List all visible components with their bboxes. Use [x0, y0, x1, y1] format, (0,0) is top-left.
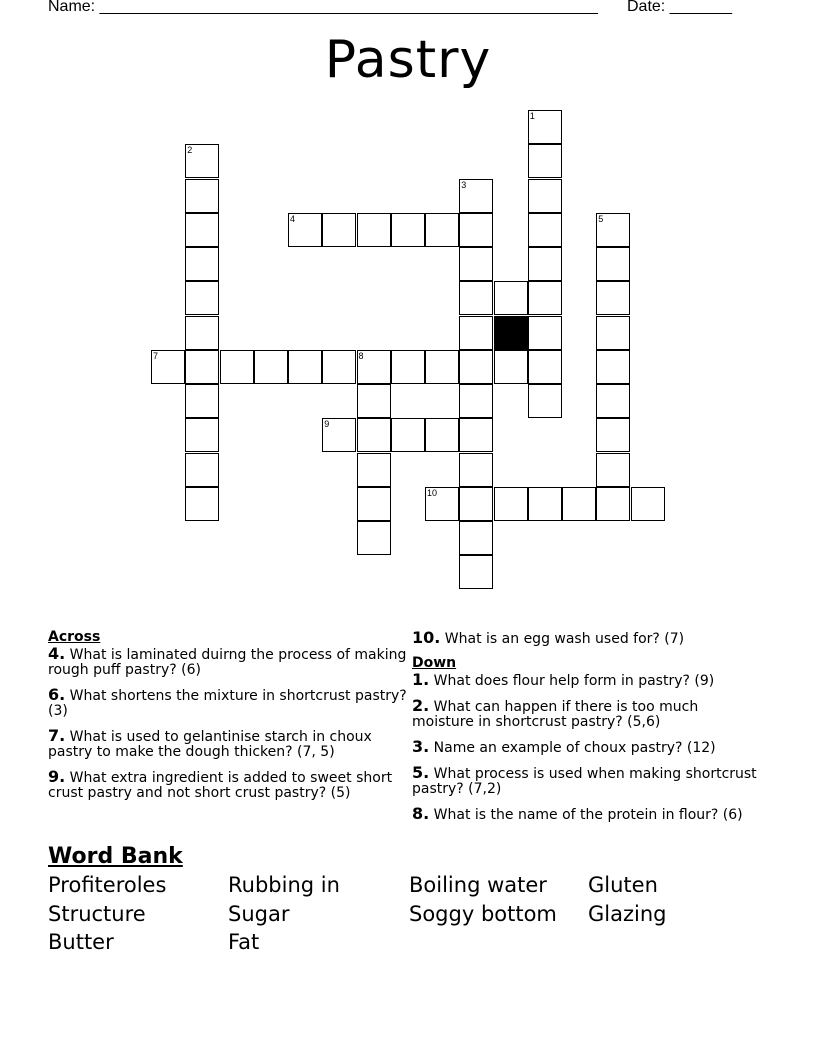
word-bank-title: Word Bank [48, 844, 183, 869]
crossword-cell[interactable] [631, 487, 665, 521]
word-bank-item: Sugar [228, 902, 290, 926]
clue-text: What extra ingredient is added to sweet short crust pastry and not short crust pastry? (5) [48, 770, 393, 801]
clue-text: What is used to gelantinise starch in choux pastry to make the dough thicken? (7, 5) [48, 729, 372, 760]
crossword-cell[interactable] [596, 316, 630, 350]
clue-down-2 [412, 698, 762, 730]
crossword-cell[interactable] [425, 418, 459, 452]
clue-across-9 [48, 769, 408, 801]
clue-across-6 [48, 687, 408, 719]
crossword-cell[interactable] [357, 418, 391, 452]
crossword-cell[interactable] [459, 453, 493, 487]
crossword-cell[interactable] [391, 213, 425, 247]
crossword-cell[interactable] [494, 487, 528, 521]
crossword-cell[interactable] [494, 281, 528, 315]
crossword-cell[interactable] [459, 281, 493, 315]
cell-number: 4 [290, 213, 296, 224]
crossword-cell[interactable] [185, 144, 219, 178]
clue-number: 10. [412, 628, 441, 647]
crossword-cell[interactable] [185, 281, 219, 315]
date-field: Date: _______ [627, 0, 732, 15]
crossword-cell[interactable] [425, 487, 459, 521]
crossword-cell[interactable] [596, 281, 630, 315]
clue-text: What does flour help form in pastry? (9) [429, 673, 715, 689]
crossword-cell[interactable] [185, 316, 219, 350]
crossword-cell[interactable] [528, 487, 562, 521]
crossword-cell[interactable] [459, 179, 493, 213]
clue-text: What process is used when making shortcrust pastry? (7,2) [412, 766, 757, 797]
crossword-cell[interactable] [494, 350, 528, 384]
clue-down-8 [412, 806, 762, 823]
word-bank-item: Gluten [588, 873, 658, 897]
cell-number: 8 [358, 350, 364, 361]
crossword-cell[interactable] [288, 213, 322, 247]
name-field: Name: ________________________________________________________ [48, 0, 598, 15]
crossword-cell[interactable] [459, 350, 493, 384]
black-square [494, 316, 528, 350]
cell-number: 3 [461, 179, 467, 190]
crossword-cell[interactable] [185, 418, 219, 452]
word-bank-item: Boiling water [409, 873, 547, 897]
clue-number: 9. [48, 767, 66, 786]
crossword-cell[interactable] [596, 213, 630, 247]
clue-down-3 [412, 739, 762, 756]
crossword-cell[interactable] [391, 350, 425, 384]
clue-number: 3. [412, 737, 430, 756]
across-clues [48, 630, 408, 810]
clue-number: 5. [412, 763, 430, 782]
clue-text: What can happen if there is too much moisture in shortcrust pastry? (5,6) [412, 699, 699, 730]
crossword-cell[interactable] [185, 384, 219, 418]
crossword-cell[interactable] [357, 350, 391, 384]
across-heading: Across [48, 629, 101, 645]
clue-number: 8. [412, 804, 430, 823]
crossword-cell[interactable] [185, 350, 219, 384]
clue-across-7 [48, 728, 408, 760]
clue-number: 2. [412, 696, 430, 715]
crossword-cell[interactable] [596, 350, 630, 384]
crossword-cell[interactable] [528, 247, 562, 281]
crossword-cell[interactable] [357, 213, 391, 247]
word-bank-item: Glazing [588, 902, 667, 926]
clue-number: 1. [412, 670, 430, 689]
crossword-cell[interactable] [220, 350, 254, 384]
cell-number: 7 [153, 350, 159, 361]
crossword-cell[interactable] [322, 350, 356, 384]
crossword-cell[interactable] [528, 110, 562, 144]
cell-number: 2 [187, 145, 193, 156]
crossword-cell[interactable] [596, 487, 630, 521]
clue-down-5 [412, 765, 762, 797]
clue-number: 7. [48, 726, 66, 745]
crossword-cell[interactable] [528, 179, 562, 213]
crossword-cell[interactable] [459, 316, 493, 350]
crossword-cell[interactable] [425, 213, 459, 247]
crossword-cell[interactable] [254, 350, 288, 384]
crossword-cell[interactable] [596, 453, 630, 487]
crossword-cell[interactable] [357, 453, 391, 487]
crossword-cell[interactable] [357, 521, 391, 555]
word-bank-item: Fat [228, 930, 260, 954]
crossword-cell[interactable] [391, 418, 425, 452]
crossword-cell[interactable] [562, 487, 596, 521]
down-clues [412, 630, 762, 832]
crossword-cell[interactable] [459, 418, 493, 452]
crossword-cell[interactable] [528, 384, 562, 418]
clue-text: Name an example of choux pastry? (12) [429, 740, 716, 756]
crossword-cell[interactable] [322, 213, 356, 247]
page-title: Pastry [324, 30, 492, 90]
crossword-cell[interactable] [528, 281, 562, 315]
crossword-cell[interactable] [528, 213, 562, 247]
crossword-cell[interactable] [357, 384, 391, 418]
clue-down-1 [412, 672, 762, 689]
crossword-cell[interactable] [459, 213, 493, 247]
crossword-cell[interactable] [185, 453, 219, 487]
crossword-cell[interactable] [185, 213, 219, 247]
crossword-cell[interactable] [459, 247, 493, 281]
word-bank-item: Rubbing in [228, 873, 340, 897]
down-heading: Down [412, 655, 457, 671]
crossword-cell[interactable] [459, 521, 493, 555]
crossword-cell[interactable] [357, 487, 391, 521]
cell-number: 10 [427, 487, 438, 498]
crossword-cell[interactable] [459, 555, 493, 589]
crossword-cell[interactable] [322, 418, 356, 452]
clue-text: What is laminated duirng the process of making rough puff pastry? (6) [48, 647, 407, 678]
crossword-cell[interactable] [528, 144, 562, 178]
crossword-cell[interactable] [459, 384, 493, 418]
clue-text: What is the name of the protein in flour? (6) [429, 807, 743, 823]
word-bank-item: Profiteroles [48, 873, 167, 897]
word-bank-item: Butter [48, 930, 114, 954]
crossword-cell[interactable] [425, 350, 459, 384]
clue-text: What is an egg wash used for? (7) [440, 631, 685, 647]
clue-text: What shortens the mixture in shortcrust pastry? (3) [48, 688, 407, 719]
crossword-cell[interactable] [151, 350, 185, 384]
clue-number: 4. [48, 644, 66, 663]
crossword-cell[interactable] [185, 179, 219, 213]
clue-across-10 [412, 630, 762, 647]
crossword-cell[interactable] [185, 247, 219, 281]
word-bank-item: Structure [48, 902, 146, 926]
cell-number: 1 [529, 111, 535, 121]
cell-number: 9 [324, 419, 330, 430]
crossword-cell[interactable] [528, 316, 562, 350]
clue-across-4 [48, 646, 408, 678]
crossword-cell[interactable] [459, 487, 493, 521]
crossword-cell[interactable] [596, 247, 630, 281]
crossword-cell[interactable] [596, 384, 630, 418]
crossword-cell[interactable] [528, 350, 562, 384]
clue-number: 6. [48, 685, 66, 704]
crossword-cell[interactable] [596, 418, 630, 452]
cell-number: 5 [598, 213, 604, 224]
crossword-cell[interactable] [185, 487, 219, 521]
crossword-cell[interactable] [288, 350, 322, 384]
word-bank-item: Soggy bottom [409, 902, 557, 926]
